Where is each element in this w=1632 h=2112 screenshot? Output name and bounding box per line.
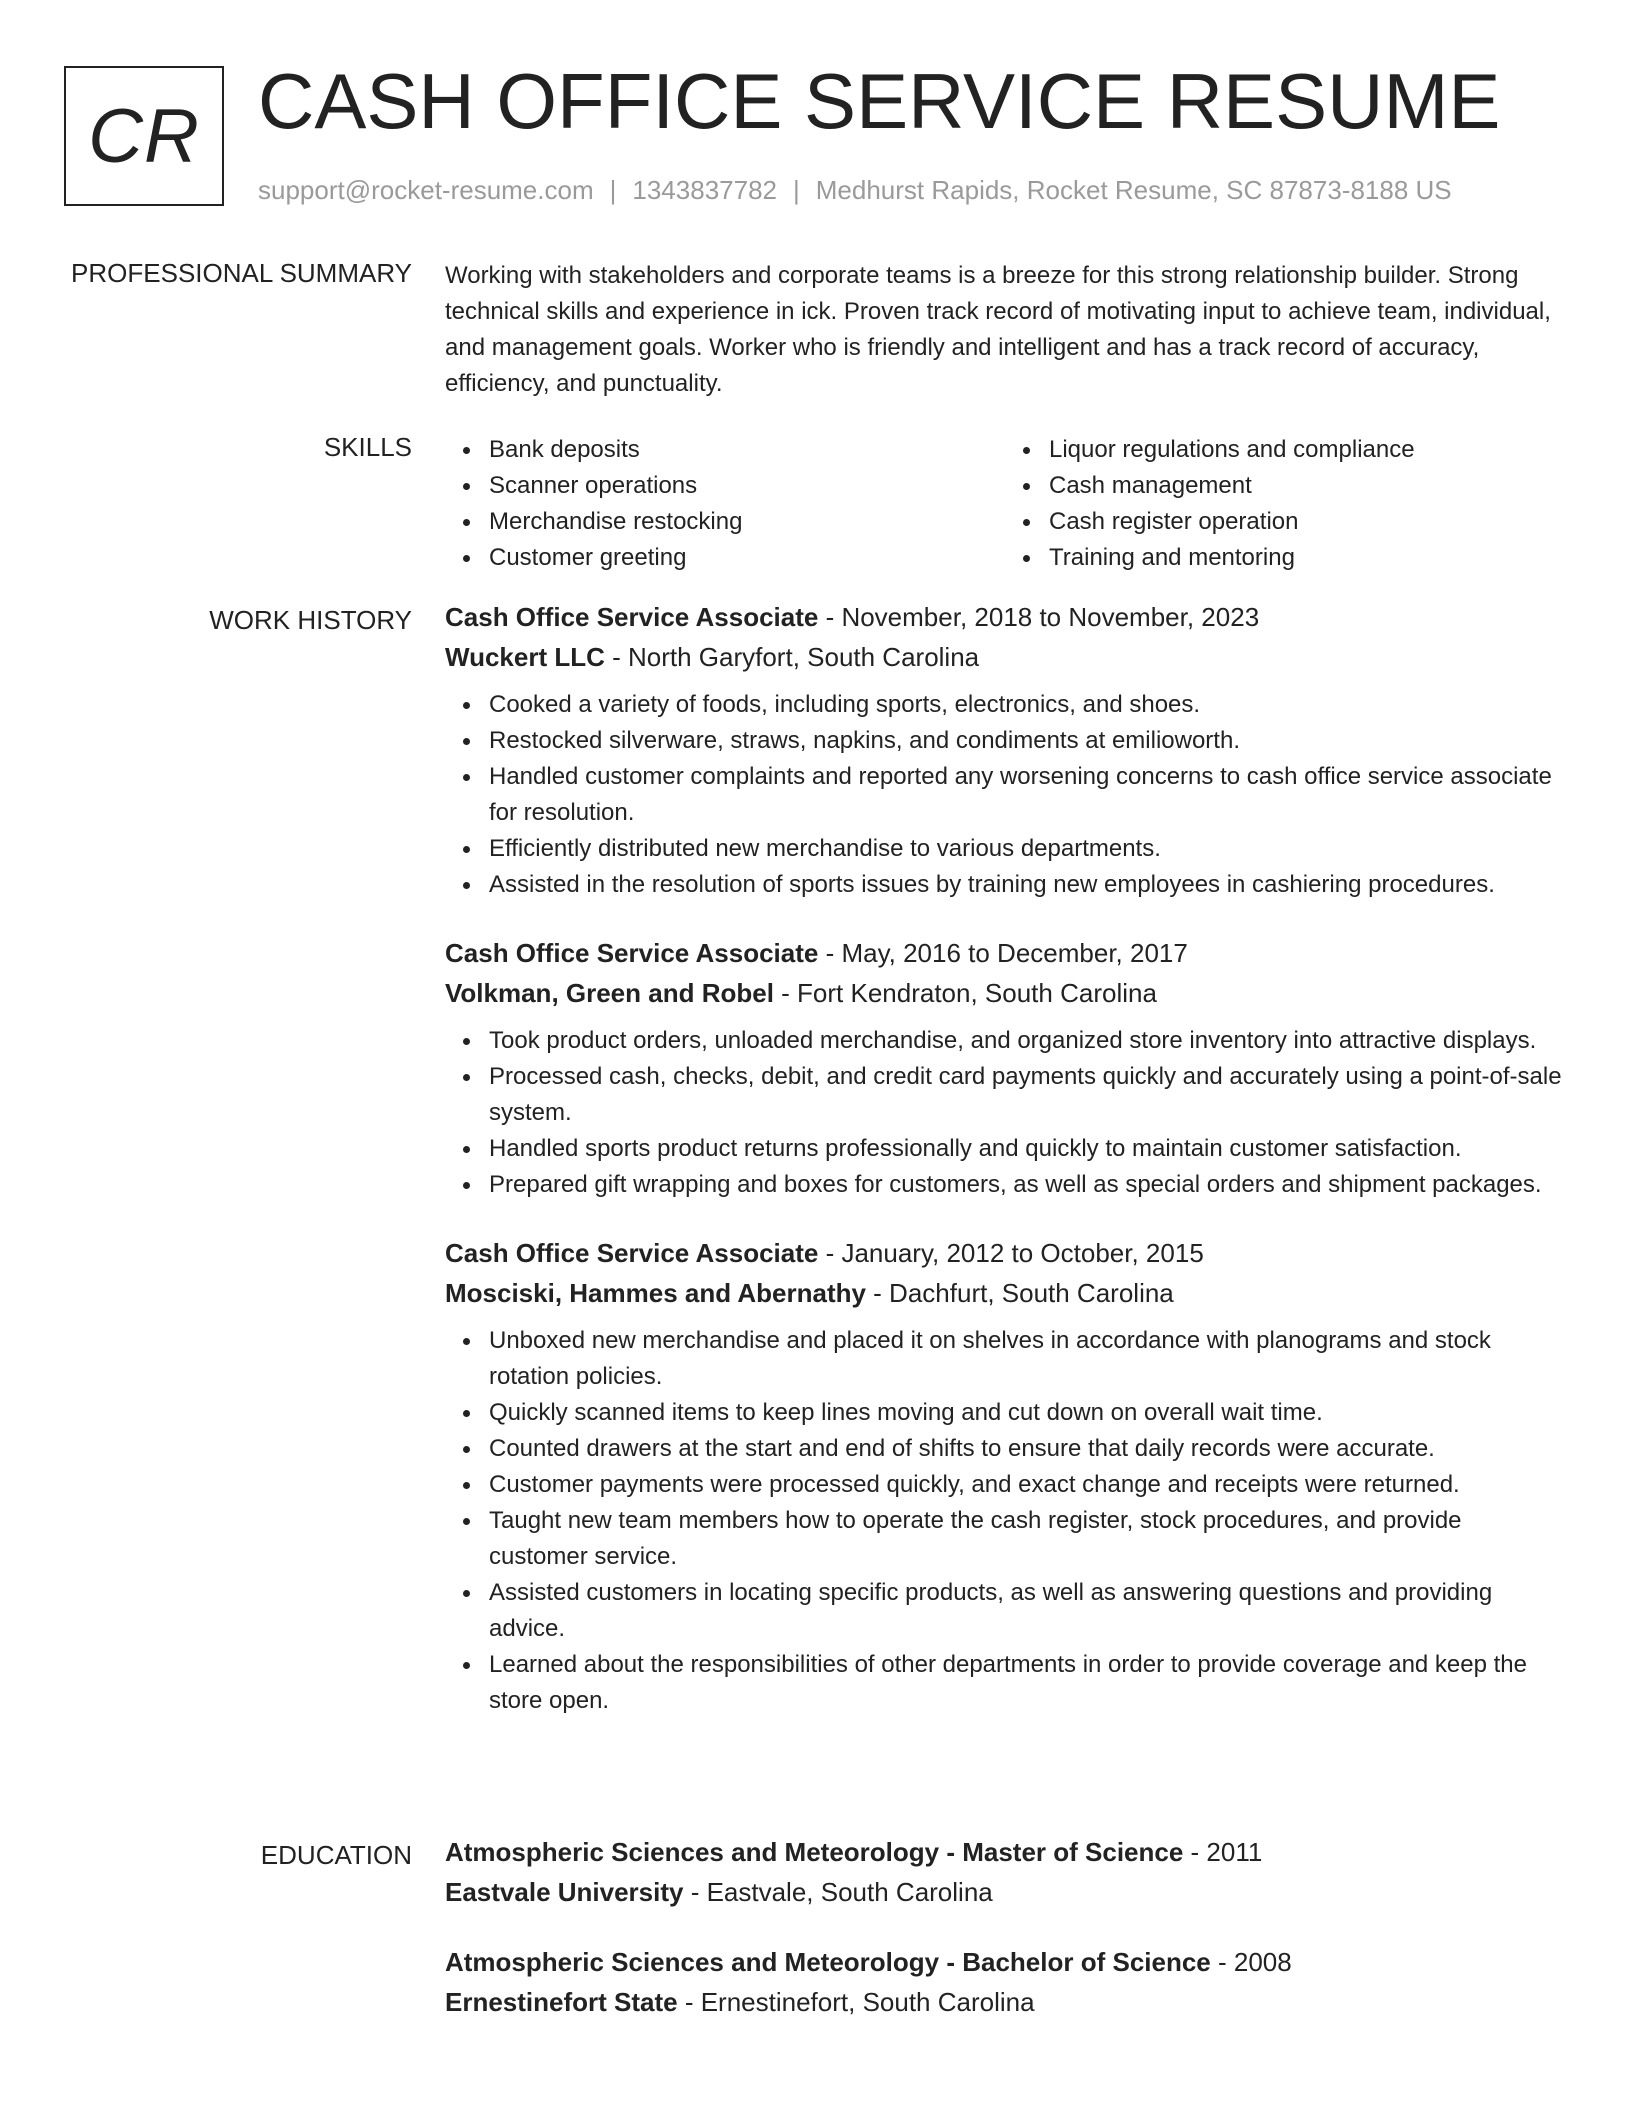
job-dates: - May, 2016 to December, 2017 xyxy=(818,938,1188,968)
contact-line xyxy=(258,175,1452,206)
skill-item: Training and mentoring xyxy=(1049,540,1565,576)
job-bullet: Handled customer complaints and reported any worsening concerns to cash office service associate for resolution. xyxy=(489,759,1565,831)
contact-separator: | xyxy=(793,175,800,205)
skills-body xyxy=(445,432,1565,576)
job-bullet: Restocked silverware, straws, napkins, and condiments at emilioworth. xyxy=(489,723,1565,759)
job-title-line xyxy=(445,933,1565,973)
skill-item: Customer greeting xyxy=(489,540,1005,576)
education-entry xyxy=(445,1942,1565,2022)
job-bullet: Learned about the responsibilities of other departments in order to provide coverage and keep the store open. xyxy=(489,1647,1565,1719)
skill-item: Merchandise restocking xyxy=(489,504,1005,540)
education-school: Eastvale University xyxy=(445,1877,684,1907)
education-degree-line xyxy=(445,1942,1565,1982)
job-bullet: Unboxed new merchandise and placed it on shelves in accordance with planograms and stock rotation policies. xyxy=(489,1323,1565,1395)
job-bullet: Taught new team members how to operate the cash register, stock procedures, and provide customer service. xyxy=(489,1503,1565,1575)
job-title: Cash Office Service Associate xyxy=(445,1238,819,1268)
section-label-summary: PROFESSIONAL SUMMARY xyxy=(71,258,412,288)
summary-text: Working with stakeholders and corporate teams is a breeze for this strong relationship builder. Strong technical skills and experience in ick. Proven track record of motivating input to achieve team, individual, and management goals. Worker who is friendly and intelligent and has a track record of accuracy, efficiency, and punctuality. xyxy=(445,262,1551,397)
job-company: Mosciski, Hammes and Abernathy xyxy=(445,1278,866,1308)
job-location: - Fort Kendraton, South Carolina xyxy=(773,978,1157,1008)
job-entry xyxy=(445,1233,1565,1719)
job-company-line xyxy=(445,1273,1565,1313)
job-bullet: Assisted in the resolution of sports issues by training new employees in cashiering procedures. xyxy=(489,867,1565,903)
education-year: - 2011 xyxy=(1183,1837,1263,1867)
job-location: - North Garyfort, South Carolina xyxy=(604,642,980,672)
job-bullets xyxy=(445,1323,1565,1719)
contact-email: support@rocket-resume.com xyxy=(258,175,594,205)
skill-item: Scanner operations xyxy=(489,468,1005,504)
education-entry xyxy=(445,1832,1565,1912)
contact-separator: | xyxy=(609,175,617,205)
job-company-line xyxy=(445,637,1565,677)
education-year: - 2008 xyxy=(1210,1947,1292,1977)
job-bullet: Quickly scanned items to keep lines moving and cut down on overall wait time. xyxy=(489,1395,1565,1431)
job-bullet: Assisted customers in locating specific products, as well as answering questions and providing advice. xyxy=(489,1575,1565,1647)
job-company: Wuckert LLC xyxy=(445,642,605,672)
job-company: Volkman, Green and Robel xyxy=(445,978,774,1008)
section-label-education: EDUCATION xyxy=(260,1840,412,1870)
skills-column-left xyxy=(445,432,1005,576)
job-location: - Dachfurt, South Carolina xyxy=(865,1278,1174,1308)
skill-item: Liquor regulations and compliance xyxy=(1049,432,1565,468)
education-school-line xyxy=(445,1982,1565,2022)
job-bullet: Handled sports product returns professionally and quickly to maintain customer satisfaction. xyxy=(489,1131,1565,1167)
skill-item: Cash management xyxy=(1049,468,1565,504)
job-title: Cash Office Service Associate xyxy=(445,938,819,968)
education-location: - Ernestinefort, South Carolina xyxy=(677,1987,1035,2017)
page-title: CASH OFFICE SERVICE RESUME xyxy=(258,57,1501,145)
job-company-line xyxy=(445,973,1565,1013)
skill-item: Cash register operation xyxy=(1049,504,1565,540)
job-bullet: Processed cash, checks, debit, and credit card payments quickly and accurately using a point-of-sale system. xyxy=(489,1059,1565,1131)
job-title-line xyxy=(445,1233,1565,1273)
job-bullet: Cooked a variety of foods, including sports, electronics, and shoes. xyxy=(489,687,1565,723)
education-location: - Eastvale, South Carolina xyxy=(683,1877,993,1907)
contact-phone: 1343837782 xyxy=(632,175,777,205)
skills-column-right xyxy=(1005,432,1565,576)
skills-grid xyxy=(445,432,1565,576)
job-entry xyxy=(445,933,1565,1203)
education-school-line xyxy=(445,1872,1565,1912)
monogram-logo: CR xyxy=(64,66,224,206)
job-bullet: Prepared gift wrapping and boxes for customers, as well as special orders and shipment packages. xyxy=(489,1167,1565,1203)
summary-body xyxy=(445,258,1565,402)
job-title-line xyxy=(445,597,1565,637)
job-dates: - January, 2012 to October, 2015 xyxy=(818,1238,1204,1268)
job-entry xyxy=(445,597,1565,903)
education-body xyxy=(445,1832,1565,2052)
education-degree: Atmospheric Sciences and Meteorology - Bachelor of Science xyxy=(445,1947,1211,1977)
section-label-work-history: WORK HISTORY xyxy=(209,605,412,635)
education-degree: Atmospheric Sciences and Meteorology - Master of Science xyxy=(445,1837,1184,1867)
job-bullets xyxy=(445,1023,1565,1203)
job-bullet: Customer payments were processed quickly, and exact change and receipts were returned. xyxy=(489,1467,1565,1503)
skill-item: Bank deposits xyxy=(489,432,1005,468)
job-bullets xyxy=(445,687,1565,903)
job-bullet: Efficiently distributed new merchandise to various departments. xyxy=(489,831,1565,867)
contact-address: Medhurst Rapids, Rocket Resume, SC 87873-8188 US xyxy=(815,175,1452,205)
job-title: Cash Office Service Associate xyxy=(445,602,819,632)
job-bullet: Counted drawers at the start and end of shifts to ensure that daily records were accurate. xyxy=(489,1431,1565,1467)
job-bullet: Took product orders, unloaded merchandise, and organized store inventory into attractive displays. xyxy=(489,1023,1565,1059)
section-label-skills: SKILLS xyxy=(323,432,412,462)
job-dates: - November, 2018 to November, 2023 xyxy=(818,602,1260,632)
work-history-body xyxy=(445,597,1565,1749)
education-degree-line xyxy=(445,1832,1565,1872)
education-school: Ernestinefort State xyxy=(445,1987,678,2017)
